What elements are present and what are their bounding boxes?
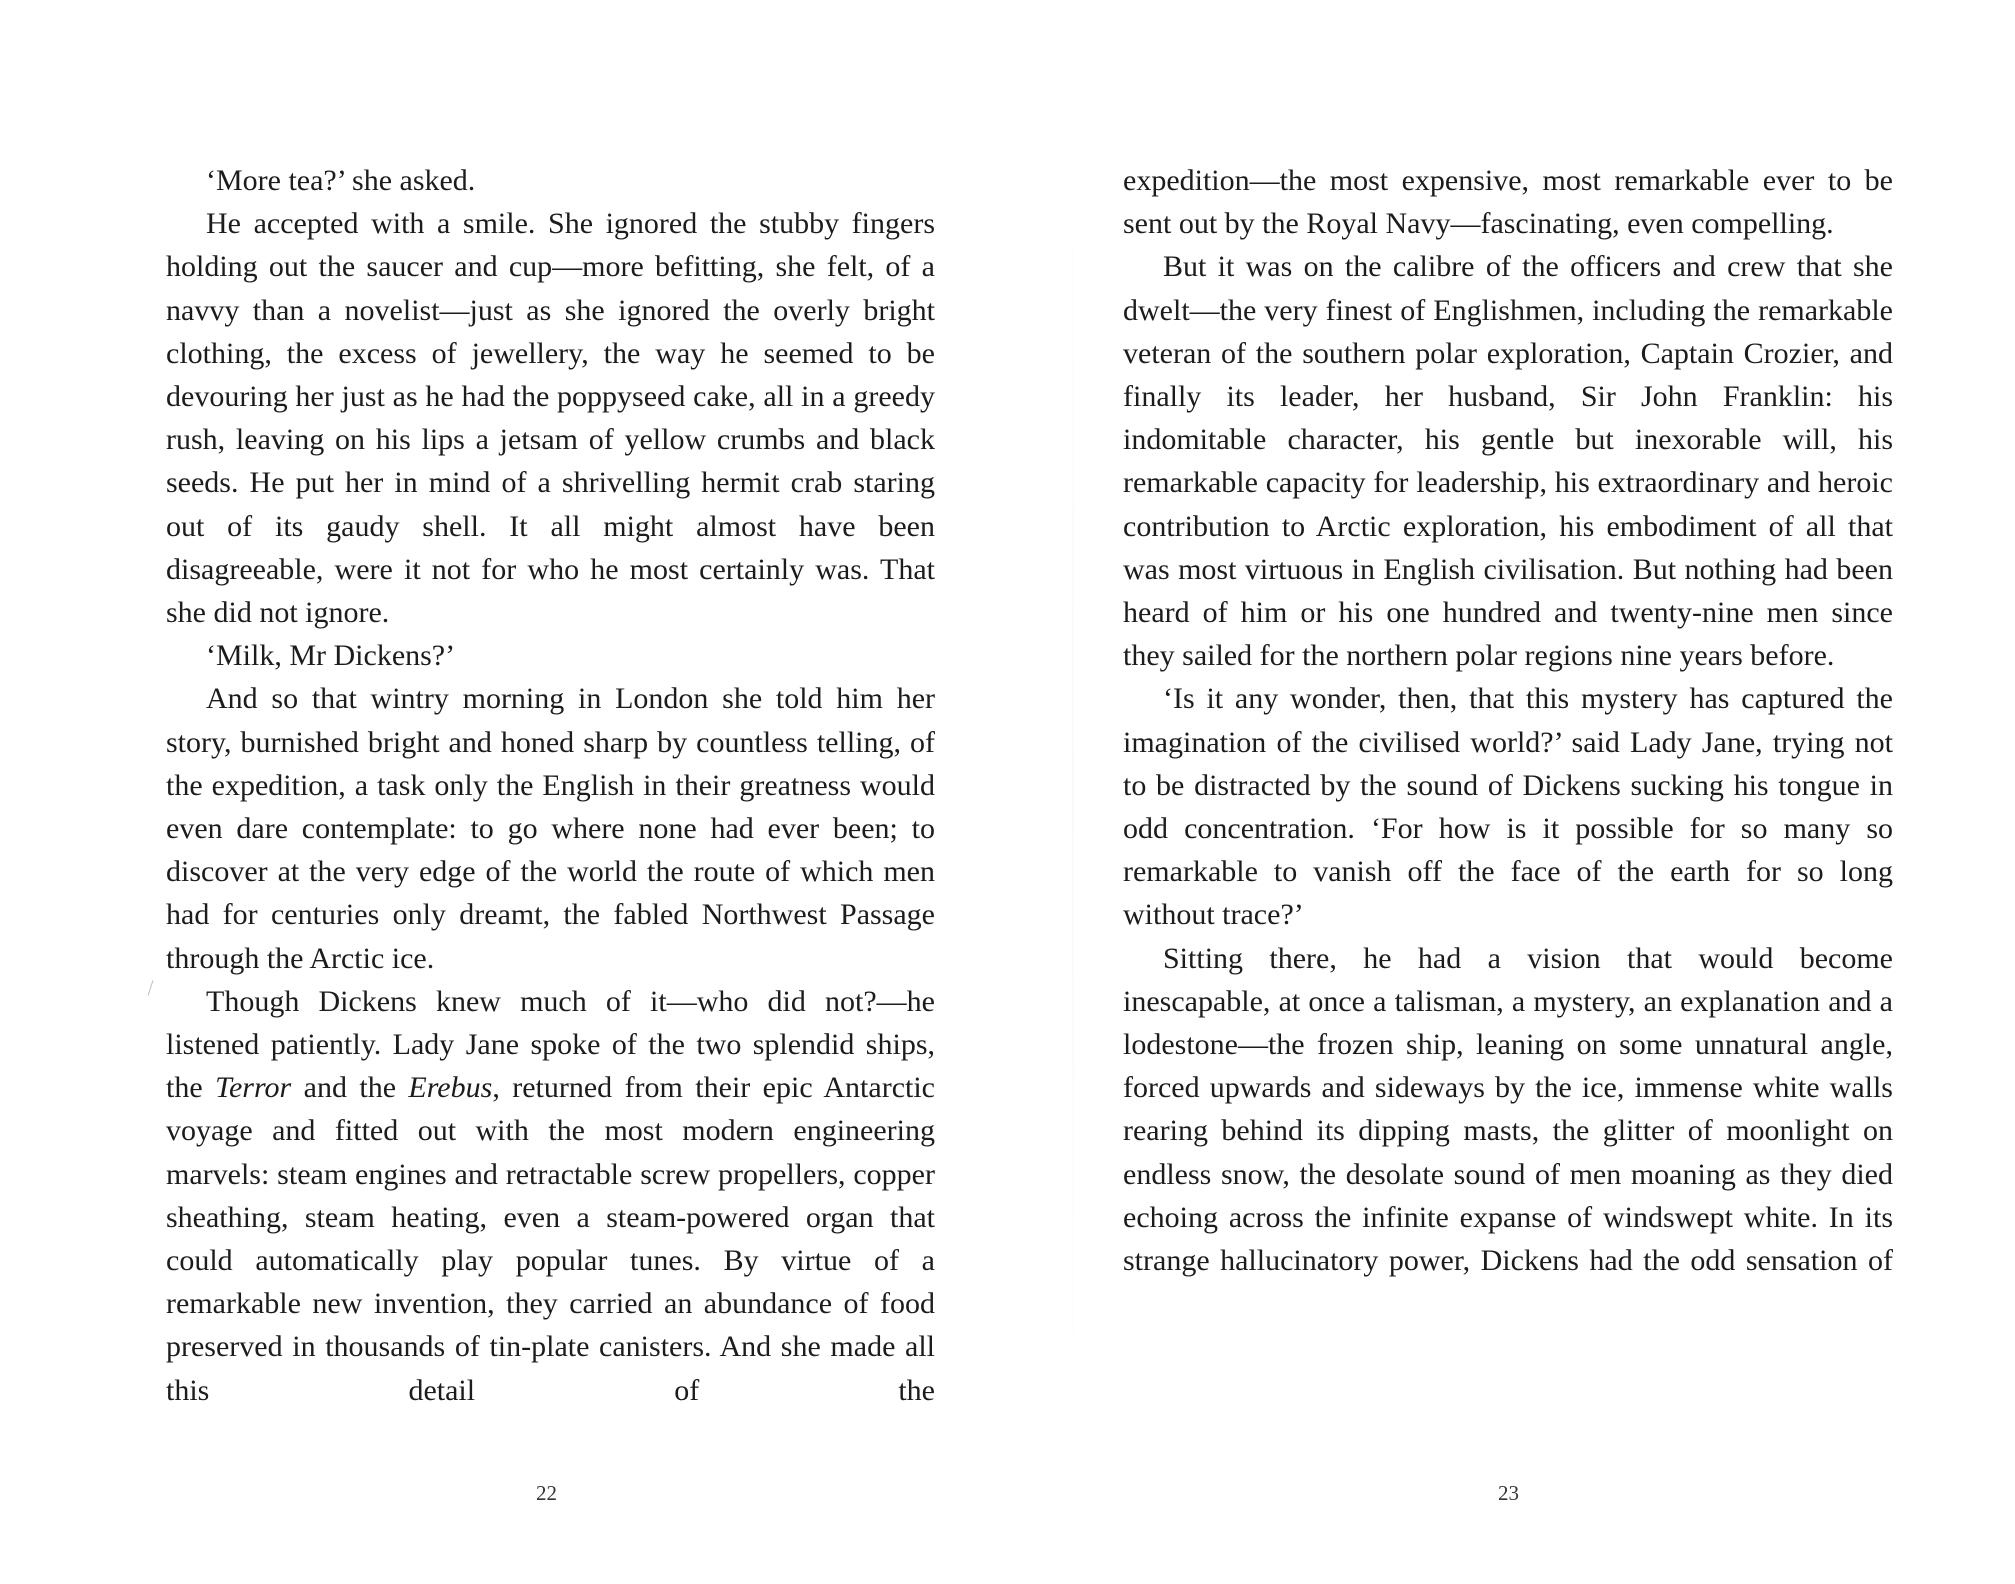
paragraph xyxy=(166,980,935,1412)
paragraph: Sitting there, he had a vision that would become inescapable, at once a talisman, a mystery, an explanation and a lodestone—the frozen ship, leaning on some unnatural angle, forced upwards and sideways by the ice, immense white walls rearing behind its dipping masts, the glitter of moonlight on endless snow, the desolate sound of men moaning as they died echoing across the infinite expanse of windswept white. In its strange hallucinatory power, Dickens had the odd sensation of xyxy=(1123,941,1893,1278)
paragraph: ‘More tea?’ she asked. xyxy=(206,164,476,197)
paragraph: And so that wintry morning in London she told him her story, burnished bright and honed sharp by countless telling, of the expedition, a task only the English in their greatness would even dare contemplate: to go where none had ever been; to discover at the very edge of the world the route of which men had for centuries only dreamt, the fabled Northwest Passage through the Arctic ice. xyxy=(166,682,935,975)
page-number: 22 xyxy=(536,1481,557,1505)
ship-name: Terror xyxy=(215,1071,292,1105)
paragraph-text: Though Dickens knew much of it—who did not?—he listened patiently. Lady Jane spoke of the two splendid ships, the xyxy=(166,984,935,1105)
left-page xyxy=(0,0,1007,1584)
paragraph: But it was on the calibre of the officers and crew that she dwelt—the very finest of Englishmen, including the remarkable veteran of the southern polar exploration, Captain Crozier, and finally its leader, her husband, Sir John Franklin: his indomitable character, his gentle but inexorable will, his remarkable capacity for leadership, his extraordinary and heroic contribution to Arctic exploration, his embodiment of all that was most virtuous in English civilisation. But nothing had been heard of him or his one hundred and twenty-nine men since they sailed for the northern polar regions nine years before. xyxy=(1123,250,1893,673)
left-page-text xyxy=(166,159,935,1412)
paragraph-text: and the xyxy=(291,1071,409,1105)
paragraph: ‘Milk, Mr Dickens?’ xyxy=(206,639,456,673)
paragraph: He accepted with a smile. She ignored the stubby fingers holding out the saucer and cup—more befitting, she felt, of a navvy than a novelist—just as she ignored the overly bright clothing, the excess of jewellery, the way he seemed to be devouring her just as he had the poppyseed cake, all in a greedy rush, leaving on his lips a jetsam of yellow crumbs and black seeds. He put her in mind of a shrivelling hermit crab staring out of its gaudy shell. It all might almost have been disagreeable, were it not for who he most certainly was. That she did not ignore. xyxy=(166,207,935,630)
paragraph: ‘Is it any wonder, then, that this mystery has captured the imagination of the civilised world?’ said Lady Jane, trying not to be distracted by the sound of Dickens sucking his tongue in odd concentration. ‘For how is it possible for so many so remarkable to vanish off the face of the earth for so long without trace?’ xyxy=(1123,682,1893,932)
paragraph: expedition—the most expensive, most remarkable ever to be sent out by the Royal Navy—fascinating, even compelling. xyxy=(1123,164,1893,241)
right-page xyxy=(1008,0,2015,1584)
paper-speck xyxy=(148,980,154,996)
ship-name: Erebus xyxy=(408,1071,493,1105)
paragraph-text: , returned from their epic Antarctic voyage and fitted out with the most modern engineering marvels: steam engines and retractable screw propellers, copper sheathing, steam heating, even a steam-powered organ that could automatically play popular tunes. By virtue of a remarkable new invention, they carried an abundance of food preserved in thousands of tin-plate canisters. And she made all this detail of the xyxy=(166,1071,935,1407)
page-number: 23 xyxy=(1498,1481,1519,1505)
right-page-text xyxy=(1123,159,1893,1282)
